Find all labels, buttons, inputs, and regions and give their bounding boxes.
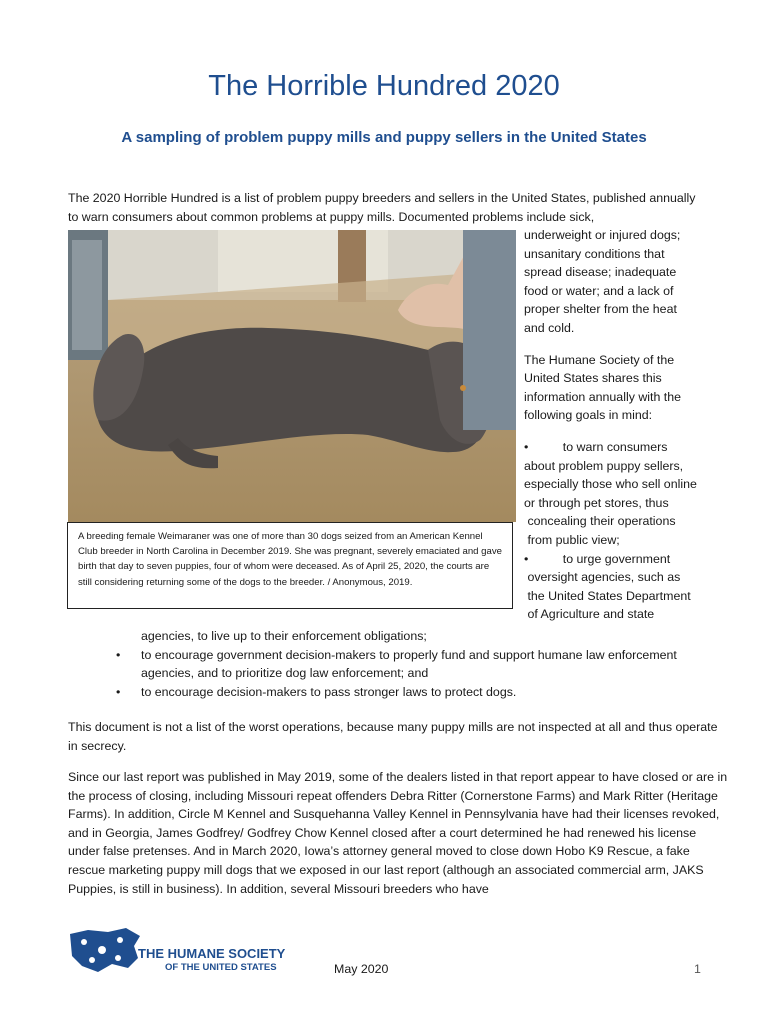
text-line: spread disease; inadequate bbox=[524, 265, 677, 280]
text-line: and cold. bbox=[524, 320, 575, 335]
intro-paragraph: The 2020 Horrible Hundred is a list of problem puppy breeders and sellers in the United States, published annually to warn consumers about common problems at puppy mills. Documented problems include sick, bbox=[68, 191, 696, 224]
text-line: the United States Department bbox=[524, 588, 691, 603]
text-line: especially those who sell online bbox=[524, 477, 697, 492]
bullet-icon: • bbox=[116, 684, 121, 699]
list-item-continuation: agencies, and to prioritize dog law enforcement; and bbox=[141, 666, 429, 681]
photo-caption: A breeding female Weimaraner was one of more than 30 dogs seized from an American Kennel Club breeder in North Carolina in December 2019. She was pregnant, severely emaciated and gave birth that day to seven puppies, four of whom were deceased. As of April 25, 2020, the courts are still considering returning some of the dogs to the breeder. / Anonymous, 2019. bbox=[67, 522, 513, 609]
page-title: The Horrible Hundred 2020 bbox=[208, 70, 560, 102]
logo-text: THE HUMANE SOCIETY bbox=[138, 946, 286, 961]
text-line: following goals in mind: bbox=[524, 408, 653, 423]
spacer-line bbox=[524, 338, 724, 351]
text-line: United States shares this bbox=[524, 371, 662, 386]
footer-date: May 2020 bbox=[334, 962, 389, 976]
text-line: underweight or injured dogs; bbox=[524, 228, 681, 242]
list-item-text: to encourage government decision-makers to properly fund and support humane law enforcement bbox=[141, 647, 677, 662]
text-line: or through pet stores, thus bbox=[524, 495, 669, 510]
list-continuation: agencies, to live up to their enforcement obligations; bbox=[141, 629, 427, 643]
page-number: 1 bbox=[694, 962, 701, 976]
text-line: oversight agencies, such as bbox=[524, 570, 681, 585]
text-line: • to urge government bbox=[524, 551, 671, 566]
list-item-text: to encourage decision-makers to pass stronger laws to protect dogs. bbox=[141, 684, 517, 699]
bullet-icon: • bbox=[116, 647, 121, 662]
goals-list bbox=[68, 627, 728, 701]
text-line: • to warn consumers bbox=[524, 439, 668, 454]
text-line: The Humane Society of the bbox=[524, 352, 675, 367]
logo-subtext: OF THE UNITED STATES bbox=[165, 962, 277, 973]
intro-wrapped-text bbox=[524, 226, 724, 624]
text-line: unsanitary conditions that bbox=[524, 246, 665, 261]
weimaraner-photo bbox=[68, 230, 516, 522]
list-item bbox=[68, 646, 728, 665]
text-line: about problem puppy sellers, bbox=[524, 458, 684, 473]
text-line: information annually with the bbox=[524, 389, 682, 404]
dog-photo-illustration bbox=[68, 230, 516, 522]
body-paragraph: This document is not a list of the worst operations, because many puppy mills are not inspected at all and thus operate in secrecy. bbox=[68, 720, 718, 753]
text-line: food or water; and a lack of bbox=[524, 283, 674, 298]
page-subtitle: A sampling of problem puppy mills and puppy sellers in the United States bbox=[121, 129, 647, 146]
text-line: proper shelter from the heat bbox=[524, 302, 677, 317]
spacer-line bbox=[524, 425, 724, 438]
list-item bbox=[68, 683, 728, 702]
text-line: from public view; bbox=[524, 532, 620, 547]
body-paragraph: Since our last report was published in May 2019, some of the dealers listed in that report appear to have closed or are in the process of closing, including Missouri repeat offenders Debra Ritter (Cornerstone Farms) and Mark Ritter (Heritage Farms). In addition, Circle M Kennel and Susquehanna Valley Kennel in Pennsylvania have had their licenses revoked, and in Georgia, James Godfrey/ Godfrey Chow Kennel closed after a court determined he had renewed his license under false pretenses. And in March 2020, Iowa’s attorney general moved to close down Hobo K9 Rescue, a fake rescue marketing puppy mill dogs that we exposed in our last report (although an associated commercial arm, JAKS Puppies, is still in business). In addition, several Missouri breeders who have bbox=[68, 770, 728, 896]
text-line: concealing their operations bbox=[524, 514, 676, 529]
text-line: of Agriculture and state bbox=[524, 607, 655, 622]
